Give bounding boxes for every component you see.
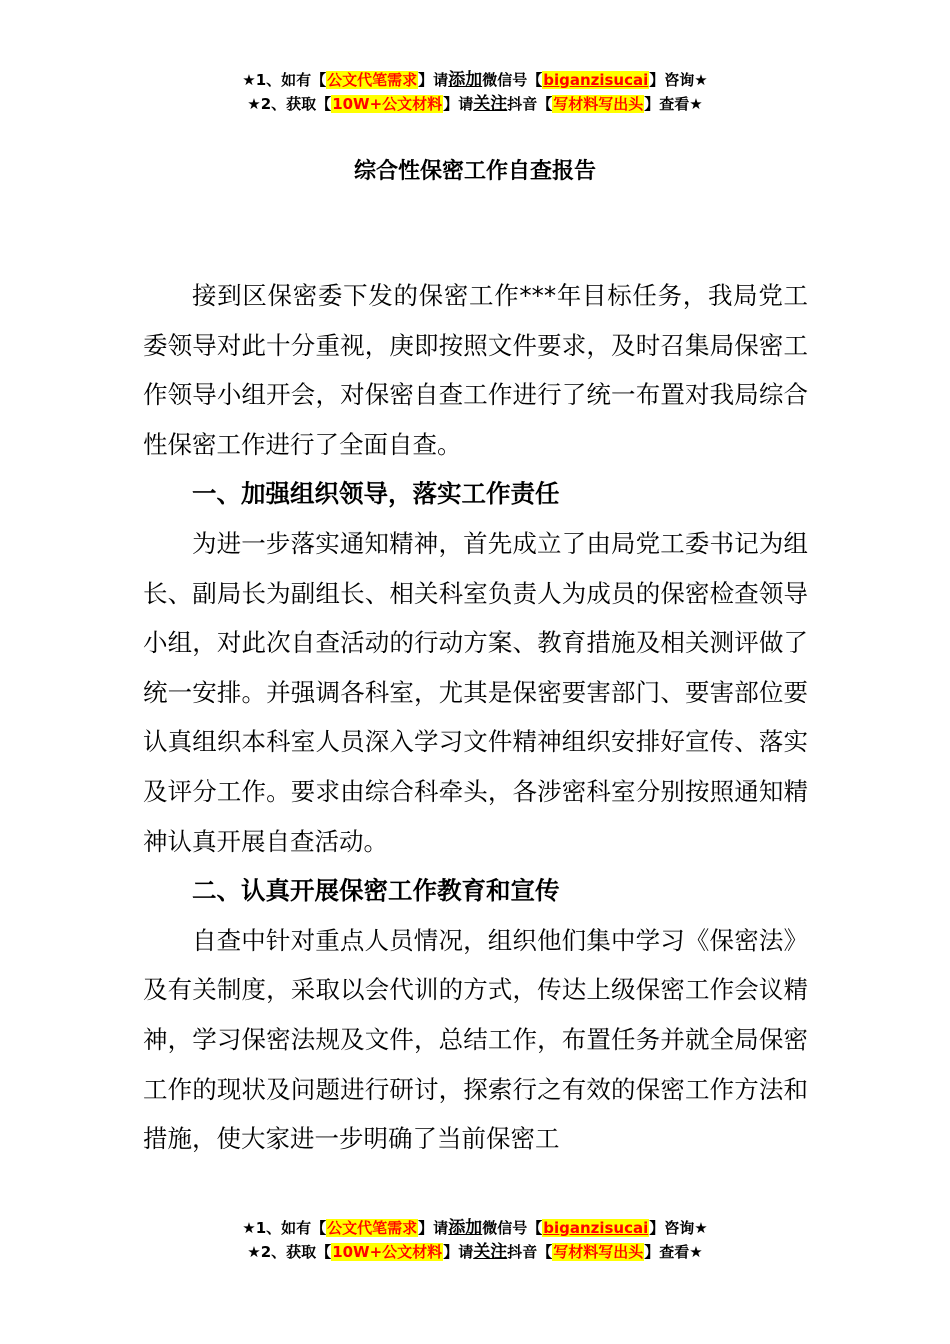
notice-text: 】查看★	[644, 1243, 703, 1261]
notice-emphasis: 添加	[448, 70, 483, 90]
notice-text: 抖音【	[507, 1243, 553, 1261]
notice-text: 微信号【	[482, 71, 543, 89]
footer-notice	[0, 1216, 950, 1264]
notice-text: 】咨询★	[649, 1219, 708, 1237]
section-1-heading: 一、加强组织领导，落实工作责任	[192, 479, 560, 509]
highlight-service: 公文代笔需求	[327, 1219, 418, 1237]
highlight-wechat-id: biganzisucai	[543, 71, 649, 89]
notice-emphasis: 添加	[448, 1218, 483, 1238]
notice-text: 】查看★	[644, 95, 703, 113]
highlight-service: 公文代笔需求	[327, 71, 418, 89]
notice-emphasis: 关注	[473, 1242, 508, 1262]
notice-line-2	[0, 92, 950, 116]
notice-text: 微信号【	[482, 1219, 543, 1237]
document-title: 综合性保密工作自查报告	[353, 159, 596, 184]
notice-text: 】请	[443, 1243, 474, 1261]
highlight-douyin-account: 写材料写出头	[553, 1243, 644, 1261]
notice-text: ★2、获取【	[247, 95, 332, 113]
notice-text: 】请	[418, 71, 449, 89]
intro-paragraph: 接到区保密委下发的保密工作***年目标任务，我局党工委领导对此十分重视，庚即按照文件要求，及时召集局保密工作领导小组开会，对保密自查工作进行了统一布置对我局综合性保密工作进行了全面自查。	[143, 281, 808, 459]
notice-text: ★1、如有【	[242, 1219, 327, 1237]
notice-text: 抖音【	[507, 95, 553, 113]
document-body	[143, 271, 808, 1164]
notice-text: ★2、获取【	[247, 1243, 332, 1261]
notice-text: 】请	[443, 95, 474, 113]
highlight-materials: 10W+公文材料	[332, 95, 443, 113]
highlight-materials: 10W+公文材料	[332, 1243, 443, 1261]
notice-text: 】咨询★	[649, 71, 708, 89]
notice-line-1	[0, 68, 950, 92]
section-2-paragraph: 自查中针对重点人员情况，组织他们集中学习《保密法》及有关制度，采取以会代训的方式，传达上级保密工作会议精神，学习保密法规及文件，总结工作，布置任务并就全局保密工作的现状及问题进行研讨，探索行之有效的保密工作方法和措施，使大家进一步明确了当前保密工	[143, 925, 808, 1154]
header-notice	[0, 68, 950, 116]
notice-text: 】请	[418, 1219, 449, 1237]
section-1-paragraph: 为进一步落实通知精神，首先成立了由局党工委书记为组长、副局长为副组长、相关科室负责人为成员的保密检查领导小组，对此次自查活动的行动方案、教育措施及相关测评做了统一安排。并强调各科室，尤其是保密要害部门、要害部位要认真组织本科室人员深入学习文件精神组织安排好宣传、落实及评分工作。要求由综合科牵头，各涉密科室分别按照通知精神认真开展自查活动。	[143, 528, 808, 856]
notice-text: ★1、如有【	[242, 71, 327, 89]
notice-emphasis: 关注	[473, 94, 508, 114]
notice-line-2	[0, 1240, 950, 1264]
highlight-wechat-id: biganzisucai	[543, 1219, 649, 1237]
notice-line-1	[0, 1216, 950, 1240]
section-2-heading: 二、认真开展保密工作教育和宣传	[192, 876, 560, 906]
highlight-douyin-account: 写材料写出头	[553, 95, 644, 113]
